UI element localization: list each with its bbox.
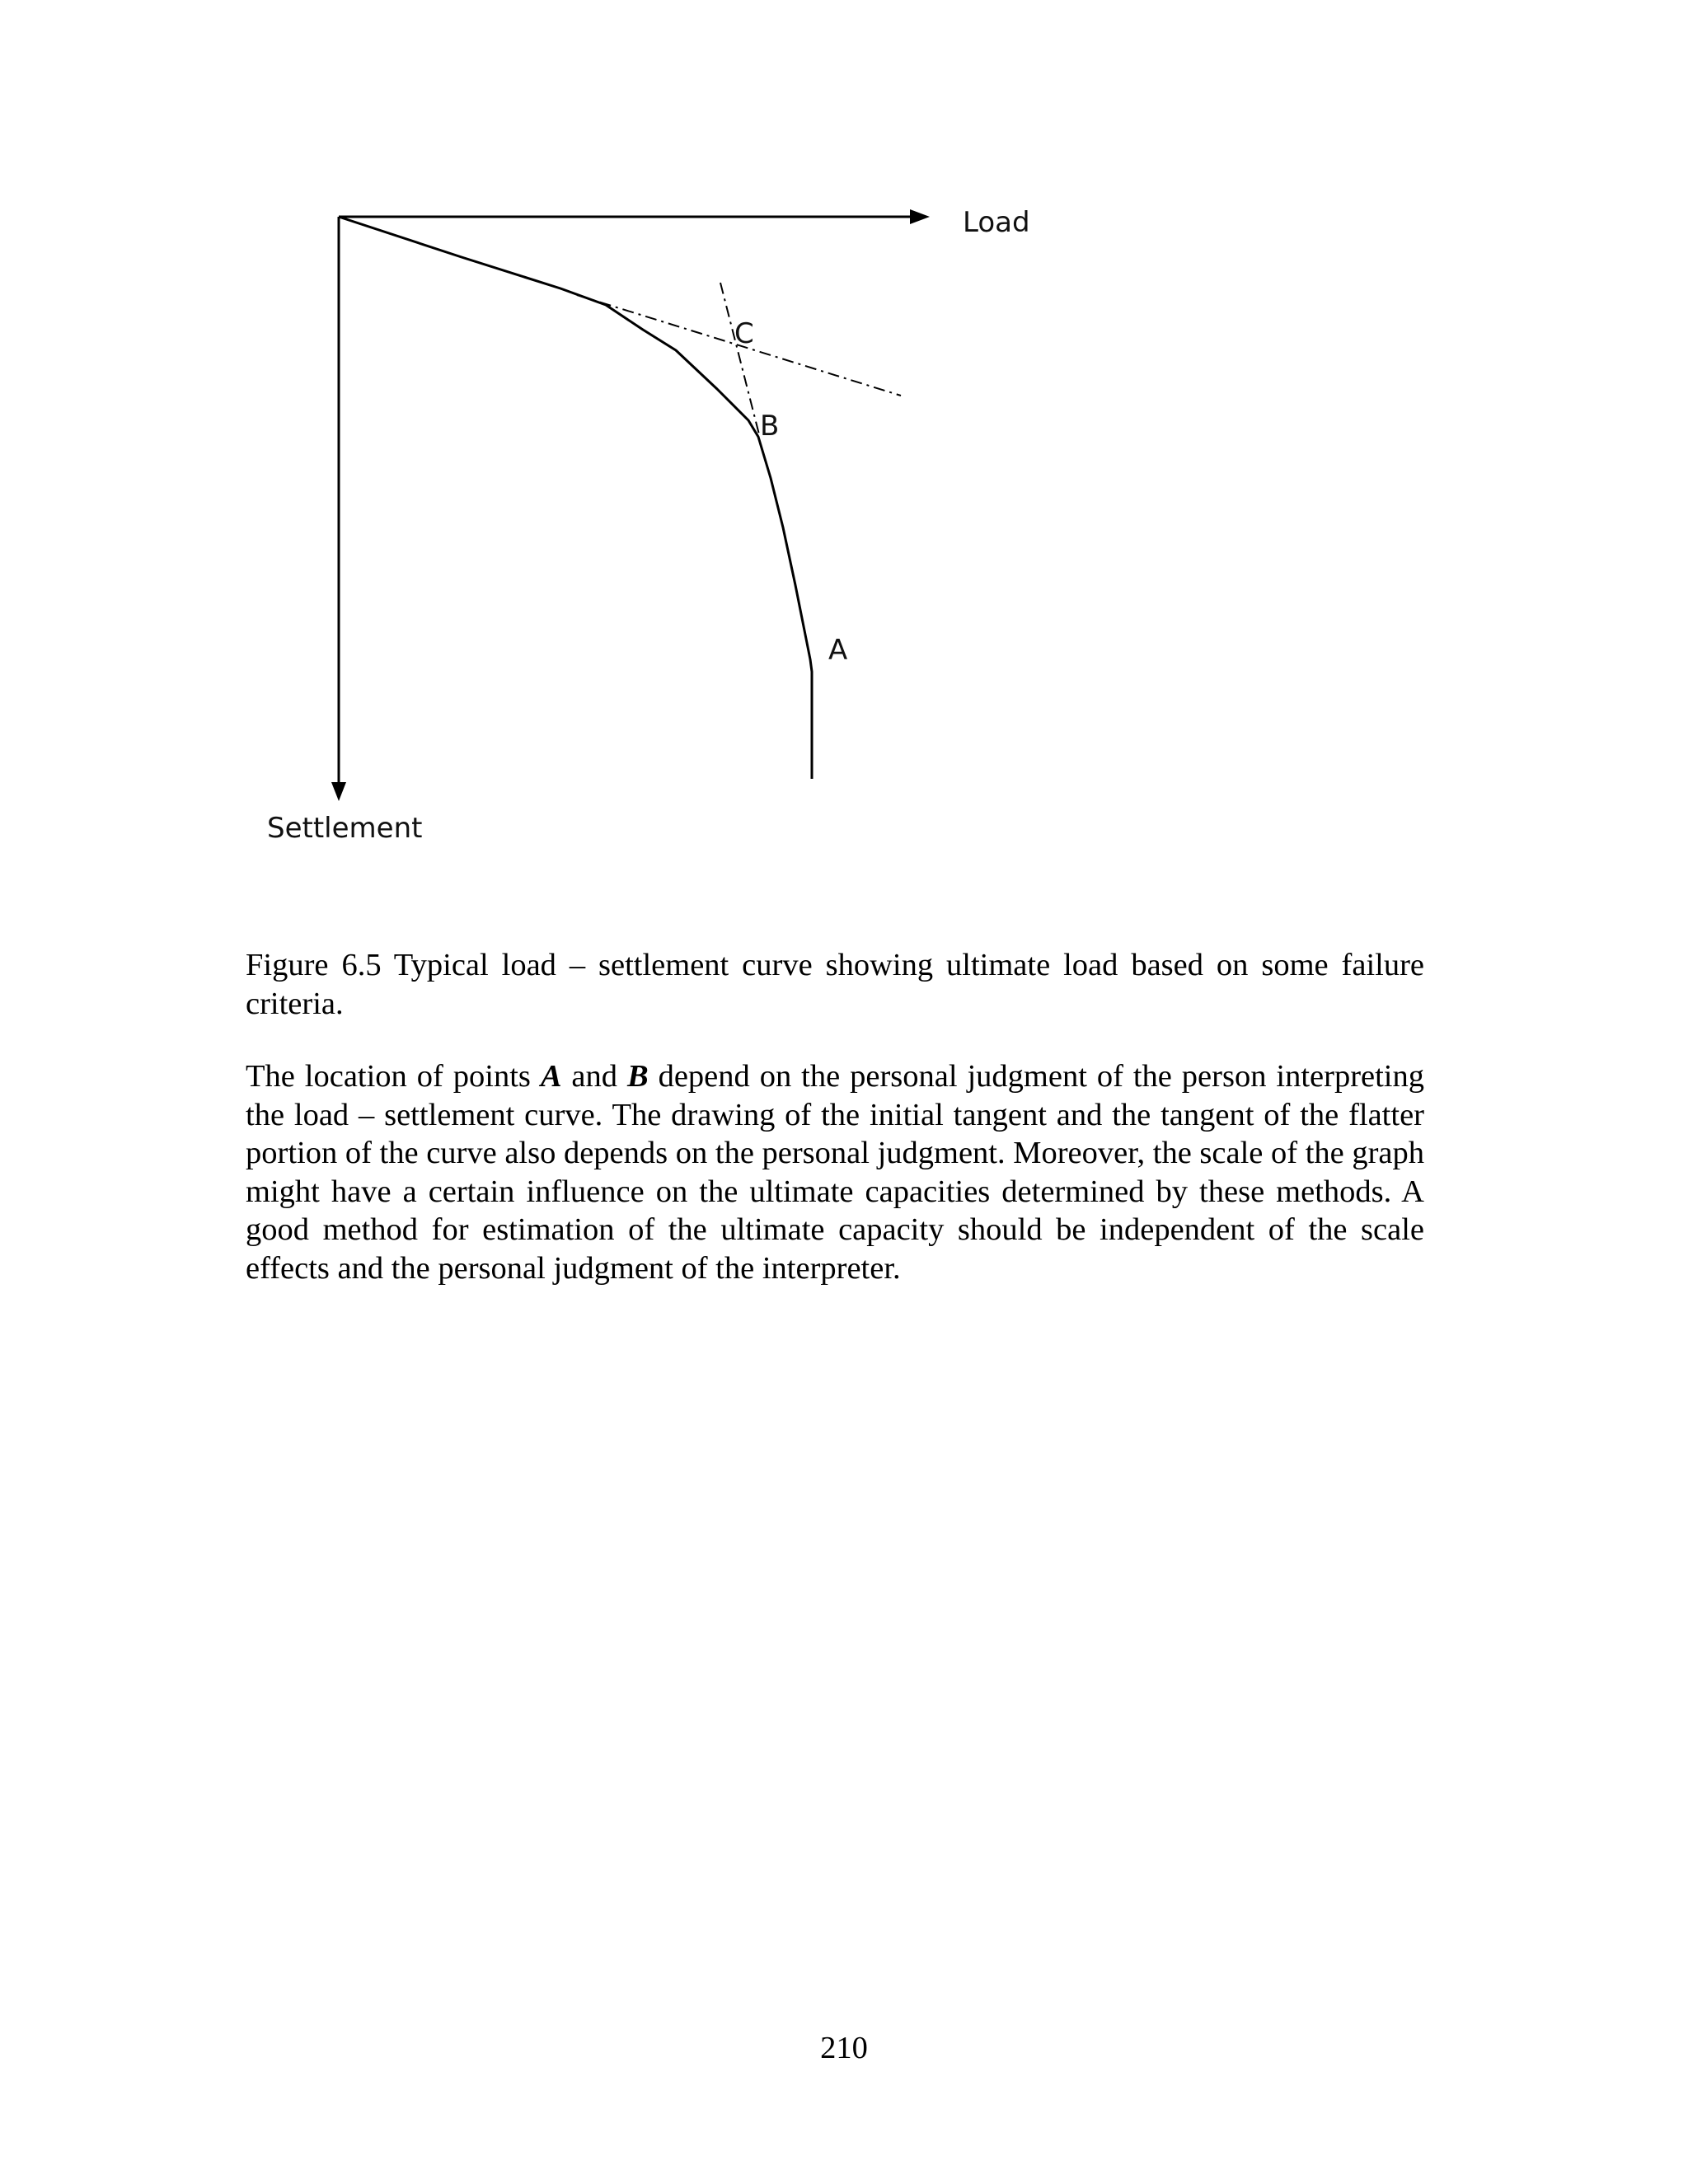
load-axis-arrowhead	[910, 209, 930, 224]
paragraph-text-3: depend on the personal judgment of the person interpreting the load – settlement curve. The drawing of the initial tangent and the tangent of the flatter portion of the curve also depends on the personal judgment. Moreover, the scale of the graph might have a certain influence on the ultimate capacities determined by these methods. A good method for estimation of the ultimate capacity should be independent of the scale effects and the personal judgment of the interpreter.	[246, 1059, 1425, 1286]
point-b-label: B	[760, 410, 780, 443]
load-settlement-figure	[0, 0, 1688, 907]
settlement-axis-label: Settlement	[267, 812, 423, 845]
figure-caption: Figure 6.5 Typical load – settlement curve showing ultimate load based on some failure criteria.	[246, 948, 1424, 1021]
settlement-axis-arrowhead	[331, 782, 346, 801]
load-axis-label: Load	[963, 206, 1030, 239]
point-a-label: A	[828, 634, 848, 667]
point-c-label: C	[734, 317, 754, 350]
flatter-portion-tangent-line	[720, 283, 760, 438]
point-b-reference: B	[626, 1059, 649, 1094]
paragraph-text-2: and	[561, 1059, 627, 1094]
load-settlement-curve	[339, 217, 812, 779]
paragraph-text-1: The location of points	[246, 1059, 541, 1094]
point-a-reference: A	[540, 1059, 562, 1094]
body-paragraph	[246, 1057, 1424, 1287]
page-number: 210	[820, 2031, 868, 2065]
